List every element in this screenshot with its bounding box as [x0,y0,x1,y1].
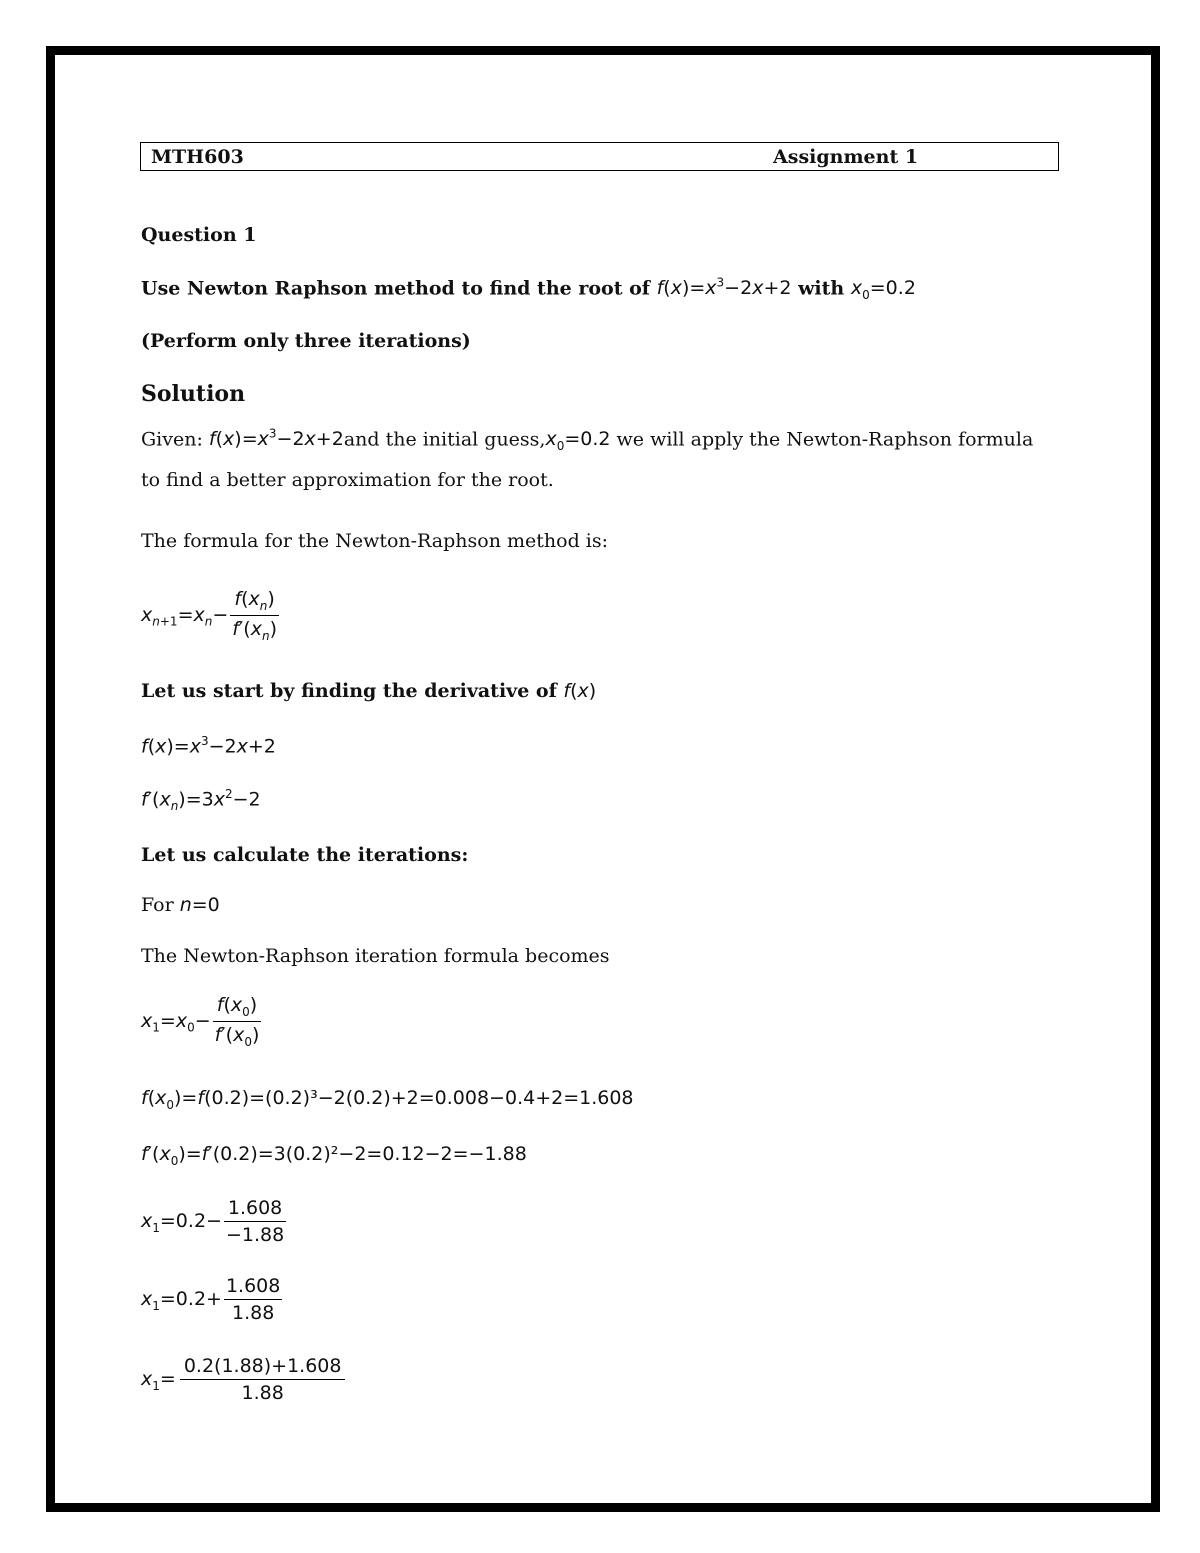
f-x0-evaluation: $f(x_0)=f(0.2)=(0.2)^3-2(0.2)+2=0.008-0.4+2=1.608$ [141,1087,634,1112]
newton-raphson-formula: $x_{n+1}=x_n-$ $\frac{f(x_n)}{f'(x_n)}$ [141,588,277,643]
solution-heading: Solution [141,381,246,407]
fprime-x0-evaluation: $f'(x_0)=f'(0.2)=3(0.2)^2-2=0.12-2=-1.88$ [141,1143,527,1168]
iterations-heading: Let us calculate the iterations: [141,844,469,866]
iteration-intro: The Newton-Raphson iteration formula becomes [141,945,610,967]
question-title: Question 1 [141,224,257,246]
x1-step-2: $x_1=0.2+$ $\frac{1.608}{1.88}$ [141,1275,281,1324]
for-line: For n=0 [141,894,220,916]
question-note: (Perform only three iterations) [141,330,471,352]
assignment-title: Assignment 1 [773,146,919,168]
x1-formula: $x_1=x_0-$ $\frac{f(x_0)}{f'(x_0)}$ [141,994,260,1049]
question-prompt: Use Newton Raphson method to find the root of $f(x)=x^3-2x+2$ with $x_0=0.2$ [141,276,916,303]
given-line-2: to find a better approximation for the root. [141,469,554,491]
x1-step-1: $x_1=0.2-$ $\frac{1.608}{-1.88}$ [141,1197,285,1246]
given-line: Given: $f(x)=x^3-2x+2and$ the initial $guess,x_0=0.2$ we will apply the Newton-Raphson formula [141,427,1034,454]
function-line: $f(x)=x^3-2x+2$ [141,734,276,758]
x1-step-3: $x_1=$ $\frac{0.2(1.88)+1.608}{1.88}$ [141,1355,345,1404]
derivative-heading: Let us start by finding the derivative of f(x) [141,680,597,702]
course-code: MTH603 [151,146,244,168]
formula-intro: The formula for the Newton-Raphson method is: [141,530,608,552]
derivative-line: $f'(x_n)=3x^2-2$ [141,787,261,814]
header-box [140,142,1059,171]
